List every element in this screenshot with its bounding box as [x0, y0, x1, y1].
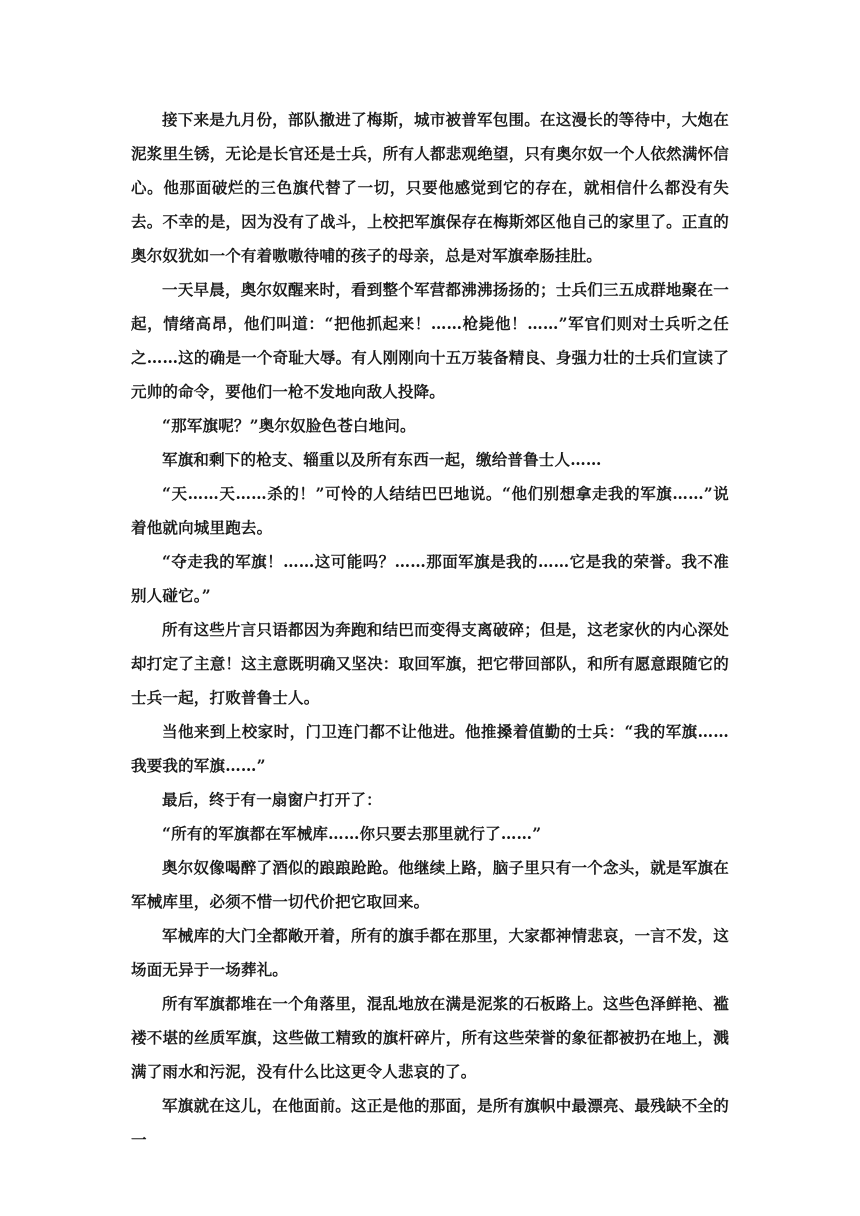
paragraph-8: 当他来到上校家时，门卫连门都不让他进。他推搡着值勤的士兵：“我的军旗……我要我的军旗……”: [131, 722, 729, 775]
paragraph-13: 所有军旗都堆在一个角落里，混乱地放在满是泥浆的石板路上。这些色泽鲜艳、褴褛不堪的丝质军旗，这些做工精致的旗杆碎片，所有这些荣誉的象征都被扔在地上，溅满了雨水和污泥，没有什么比这更令人悲哀的了。: [131, 994, 729, 1081]
paragraph-14: 军旗就在这儿，在他面前。这正是他的那面，是所有旗帜中最漂亮、最残缺不全的一: [131, 1096, 729, 1149]
paragraph-1: 接下来是九月份，部队撤进了梅斯，城市被普军包围。在这漫长的等待中，大炮在泥浆里生锈，无论是长官还是士兵，所有人都悲观绝望，只有奥尔奴一个人依然满怀信心。他那面破烂的三色旗代替了一切，只要他感觉到它的存在，就相信什么都没有失去。不幸的是，因为没有了战斗，上校把军旗保存在梅斯郊区他自己的家里了。正直的奥尔奴犹如一个有着嗷嗷待哺的孩子的母亲，总是对军旗牵肠挂肚。: [131, 110, 729, 265]
paragraph-6: “夺走我的军旗！……这可能吗？……那面军旗是我的……它是我的荣誉。我不准别人碰它。”: [131, 552, 729, 605]
paragraph-3: “那军旗呢？”奥尔奴脸色苍白地问。: [162, 416, 416, 435]
paragraph-11: 奥尔奴像喝醉了酒似的踉踉跄跄。他继续上路，脑子里只有一个念头，就是军旗在军械库里，必须不惜一切代价把它取回来。: [131, 858, 729, 911]
paragraph-12: 军械库的大门全都敞开着，所有的旗手都在那里，大家都神情悲哀，一言不发，这场面无异于一场葬礼。: [131, 926, 729, 979]
paragraph-5: “天……天……杀的！”可怜的人结结巴巴地说。“他们别想拿走我的军旗……”说着他就向城里跑去。: [131, 484, 729, 537]
paragraph-2: 一天早晨，奥尔奴醒来时，看到整个军营都沸沸扬扬的；士兵们三五成群地聚在一起，情绪高昂，他们叫道：“把他抓起来！……枪毙他！……”军官们则对士兵听之任之……这的确是一个奇耻大辱。有人刚刚向十五万装备精良、身强力壮的士兵们宣读了元帅的命令，要他们一枪不发地向敌人投降。: [131, 280, 729, 401]
paragraph-4: 军旗和剩下的枪支、辎重以及所有东西一起，缴给普鲁士人……: [162, 450, 602, 469]
document-body: [131, 103, 729, 1157]
paragraph-7: 所有这些片言只语都因为奔跑和结巴而变得支离破碎；但是，这老家伙的内心深处却打定了主意！这主意既明确又坚决：取回军旗，把它带回部队，和所有愿意跟随它的士兵一起，打败普鲁士人。: [131, 620, 729, 707]
paragraph-10: “所有的军旗都在军械库……你只要去那里就行了……”: [162, 824, 542, 843]
paragraph-9: 最后，终于有一扇窗户打开了：: [162, 790, 382, 809]
